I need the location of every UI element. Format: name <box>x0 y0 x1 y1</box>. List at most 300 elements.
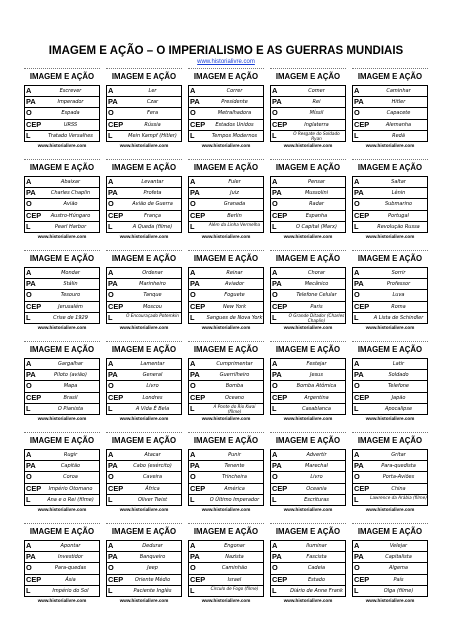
row-value: Pensar <box>308 179 325 185</box>
row-key: CEP <box>190 483 206 493</box>
row-key: L <box>108 403 113 413</box>
row-value: Paris <box>310 303 323 310</box>
row-value: Inglaterra <box>304 121 329 128</box>
row-value: Submarino <box>384 201 413 208</box>
card-row <box>107 472 181 483</box>
row-key: A <box>26 177 32 186</box>
card-row <box>271 97 345 108</box>
site-link[interactable]: www.historialivre.com <box>197 59 255 65</box>
row-value: Lawrence da Arábia (filme) <box>370 494 427 500</box>
card-row <box>25 188 99 199</box>
row-key: PA <box>108 279 118 289</box>
card-row <box>353 552 427 563</box>
card-row <box>353 120 427 131</box>
card-row <box>271 370 345 381</box>
card-title: IMAGEM E AÇÃO <box>357 163 423 172</box>
card-row <box>189 302 263 313</box>
row-key: O <box>272 199 278 209</box>
card-row <box>189 541 263 552</box>
row-value: Apontar <box>60 543 81 549</box>
row-key: O <box>354 381 360 391</box>
card-title: IMAGEM E AÇÃO <box>275 527 341 536</box>
row-value: Londres <box>142 394 163 401</box>
card-row <box>353 222 427 232</box>
row-key: CEP <box>190 210 206 220</box>
row-value: Portugal <box>388 212 409 219</box>
card-row <box>107 381 181 392</box>
row-key: CEP <box>354 483 370 493</box>
row-key: A <box>354 177 360 186</box>
row-key: CEP <box>272 301 288 311</box>
card-title: IMAGEM E AÇÃO <box>111 436 177 445</box>
card-rows <box>24 540 100 597</box>
row-key: A <box>190 86 196 95</box>
row-key: A <box>26 541 32 550</box>
row-key: O <box>272 472 278 482</box>
card-footer: www.historialivre.com <box>201 233 251 239</box>
row-key: L <box>354 494 359 504</box>
row-key: L <box>190 312 195 322</box>
row-value: Reinar <box>226 270 243 276</box>
game-card <box>352 432 428 515</box>
row-value: Granada <box>223 201 246 208</box>
row-key: PA <box>272 552 282 562</box>
row-value: Olga (filme) <box>383 587 414 594</box>
game-card <box>24 341 100 424</box>
row-value: Míssil <box>309 110 324 117</box>
row-key: PA <box>26 97 36 107</box>
row-key: A <box>354 268 360 277</box>
card-title: IMAGEM E AÇÃO <box>111 527 177 536</box>
game-card <box>106 523 182 606</box>
row-key: PA <box>272 279 282 289</box>
card-rows <box>188 540 264 597</box>
row-key: A <box>272 541 278 550</box>
row-value: Caminhão <box>221 565 248 572</box>
row-key: O <box>26 472 32 482</box>
row-value: Rei <box>312 99 321 106</box>
card-footer: www.historialivre.com <box>365 597 415 603</box>
row-value: Profeta <box>143 190 162 197</box>
card-rows <box>106 267 182 324</box>
card-row <box>189 188 263 199</box>
row-value: Banqueiro <box>139 554 166 561</box>
card-title: IMAGEM E AÇÃO <box>193 163 259 172</box>
row-key: L <box>26 130 31 140</box>
card-row <box>271 563 345 574</box>
row-value: Investidor <box>58 554 83 561</box>
card-rows <box>188 358 264 415</box>
row-value: Stálin <box>63 281 78 288</box>
row-key: L <box>272 494 277 504</box>
row-value: Porta-Aviões <box>382 474 415 481</box>
card-footer: www.historialivre.com <box>365 142 415 148</box>
row-value: Círculo de Fogo (filme) <box>210 585 259 591</box>
row-key: A <box>108 541 114 550</box>
game-card <box>188 341 264 424</box>
row-key: PA <box>272 461 282 471</box>
card-footer: www.historialivre.com <box>283 597 333 603</box>
row-value: Capitão <box>60 463 81 470</box>
row-key: O <box>272 381 278 391</box>
row-key: PA <box>354 370 364 380</box>
card-row <box>107 211 181 222</box>
card-rows <box>106 449 182 506</box>
row-value: Fascista <box>306 554 327 561</box>
card-row <box>189 472 263 483</box>
row-key: CEP <box>108 483 124 493</box>
card-row <box>25 381 99 392</box>
row-key: CEP <box>108 210 124 220</box>
card-row <box>271 450 345 461</box>
card-row <box>25 120 99 131</box>
card-rows <box>352 449 428 506</box>
card-rows <box>24 358 100 415</box>
row-value: França <box>144 212 161 219</box>
row-key: A <box>354 541 360 550</box>
row-key: A <box>26 86 32 95</box>
row-value: Rússia <box>144 121 161 128</box>
row-value: Saltar <box>391 179 406 185</box>
card-rows <box>106 540 182 597</box>
row-key: CEP <box>108 392 124 402</box>
row-value: URSS <box>63 121 78 128</box>
card-row <box>25 359 99 370</box>
card-row <box>189 290 263 301</box>
row-key: A <box>272 177 278 186</box>
card-rows <box>188 267 264 324</box>
row-key: CEP <box>190 119 206 129</box>
card-row <box>353 302 427 313</box>
card-row <box>107 177 181 188</box>
row-key: O <box>26 381 32 391</box>
row-value: Tesouro <box>60 292 81 299</box>
row-value: Comer <box>308 88 325 94</box>
row-key: PA <box>190 279 200 289</box>
row-key: CEP <box>272 483 288 493</box>
row-value: Telefone Celular <box>296 292 337 299</box>
row-key: L <box>354 312 359 322</box>
card-row <box>353 268 427 279</box>
row-value: Pearl Harbor <box>54 223 87 230</box>
row-key: O <box>108 290 114 300</box>
card-rows <box>188 449 264 506</box>
card-rows <box>24 267 100 324</box>
card-row <box>25 575 99 586</box>
card-row <box>353 97 427 108</box>
card-row <box>271 188 345 199</box>
card-row <box>107 541 181 552</box>
row-key: O <box>26 563 32 573</box>
row-key: CEP <box>26 483 42 493</box>
card-rows <box>270 540 346 597</box>
card-row <box>107 461 181 472</box>
card-row <box>189 131 263 141</box>
row-key: CEP <box>26 392 42 402</box>
row-value: Livro <box>146 383 159 390</box>
row-value: Piloto (avião) <box>54 372 87 379</box>
card-row <box>353 177 427 188</box>
card-row <box>189 211 263 222</box>
card-footer: www.historialivre.com <box>37 324 87 330</box>
card-footer: www.historialivre.com <box>201 597 251 603</box>
row-value: Oliver Twist <box>137 496 168 503</box>
row-key: O <box>354 199 360 209</box>
row-key: A <box>108 450 114 459</box>
row-value: Aviador <box>224 281 245 288</box>
row-value: O Capital (Marx) <box>296 223 337 230</box>
game-card <box>270 250 346 333</box>
row-value: Cumprimentar <box>216 361 253 367</box>
card-row <box>271 222 345 232</box>
row-value: Austro-Húngaro <box>50 212 91 219</box>
card-row <box>25 97 99 108</box>
card-title: IMAGEM E AÇÃO <box>193 345 259 354</box>
card-row <box>107 120 181 131</box>
row-value: Oceania <box>306 485 327 492</box>
row-key: CEP <box>26 301 42 311</box>
row-key: O <box>190 108 196 118</box>
card-footer: www.historialivre.com <box>283 233 333 239</box>
game-card <box>352 250 428 333</box>
row-key: CEP <box>190 574 206 584</box>
card-row <box>189 108 263 119</box>
row-key: CEP <box>272 119 288 129</box>
card-row <box>107 86 181 97</box>
row-key: A <box>190 359 196 368</box>
card-title: IMAGEM E AÇÃO <box>357 72 423 81</box>
row-key: A <box>190 450 196 459</box>
row-key: L <box>26 403 31 413</box>
row-key: A <box>272 359 278 368</box>
card-row <box>189 199 263 210</box>
card-row <box>189 563 263 574</box>
card-row <box>107 552 181 563</box>
row-key: L <box>108 494 113 504</box>
row-value: Paciente Inglês <box>133 587 172 594</box>
card-row <box>189 359 263 370</box>
card-row <box>25 199 99 210</box>
row-key: O <box>190 472 196 482</box>
row-key: O <box>272 290 278 300</box>
card-footer: www.historialivre.com <box>37 415 87 421</box>
card-title: IMAGEM E AÇÃO <box>29 345 95 354</box>
card-footer: www.historialivre.com <box>37 597 87 603</box>
row-value: Israel <box>227 576 242 583</box>
card-row <box>25 268 99 279</box>
card-row <box>25 495 99 505</box>
card-row <box>189 370 263 381</box>
row-value: Mein Kampf (Hitler) <box>128 132 177 139</box>
row-key: L <box>26 221 31 231</box>
row-value: Crise de 1929 <box>53 314 88 321</box>
row-key: PA <box>26 279 36 289</box>
row-key: L <box>354 585 359 595</box>
row-key: CEP <box>190 301 206 311</box>
card-footer: www.historialivre.com <box>37 142 87 148</box>
page-title: IMAGEM E AÇÃO – O IMPERIALISMO E AS GUERRAS MUNDIAIS <box>48 45 404 57</box>
row-value: Metralhadora <box>217 110 252 117</box>
row-key: A <box>190 541 196 550</box>
card-row <box>25 484 99 495</box>
game-card <box>188 250 264 333</box>
row-key: O <box>26 199 32 209</box>
card-footer: www.historialivre.com <box>283 506 333 512</box>
row-value: Juiz <box>230 190 239 197</box>
row-value: Advertir <box>306 452 327 458</box>
card-row <box>189 222 263 232</box>
card-row <box>189 313 263 323</box>
row-value: Redã <box>392 132 405 139</box>
row-key: A <box>354 450 360 459</box>
game-card <box>106 68 182 151</box>
row-key: O <box>190 563 196 573</box>
row-value: Para-quedas <box>54 565 87 572</box>
card-rows <box>270 85 346 142</box>
row-value: Trincheira <box>222 474 247 481</box>
card-row <box>107 131 181 141</box>
card-row <box>271 472 345 483</box>
card-row <box>189 495 263 505</box>
card-footer: www.historialivre.com <box>283 142 333 148</box>
row-key: CEP <box>26 119 42 129</box>
row-value: Mecânico <box>304 281 329 288</box>
row-key: PA <box>354 279 364 289</box>
card-row <box>25 222 99 232</box>
row-value: Caminhar <box>386 88 411 94</box>
card-row <box>107 484 181 495</box>
card-row <box>353 461 427 472</box>
row-value: Algema <box>389 565 408 572</box>
card-row <box>353 484 427 495</box>
row-value: Império Otomano <box>48 485 93 492</box>
card-title: IMAGEM E AÇÃO <box>275 345 341 354</box>
game-card <box>352 159 428 242</box>
row-value: Escrever <box>59 88 82 94</box>
card-row <box>353 404 427 414</box>
card-row <box>107 290 181 301</box>
row-value: Fera <box>146 110 159 117</box>
row-value: Atacar <box>144 452 161 458</box>
row-key: O <box>354 290 360 300</box>
card-rows <box>270 449 346 506</box>
card-row <box>189 97 263 108</box>
row-key: CEP <box>26 210 42 220</box>
card-row <box>353 472 427 483</box>
row-value: País <box>393 576 404 583</box>
card-row <box>189 552 263 563</box>
row-value: New York <box>222 303 246 310</box>
card-title: IMAGEM E AÇÃO <box>193 527 259 536</box>
card-footer: www.historialivre.com <box>365 233 415 239</box>
row-value: Ásia <box>65 576 76 583</box>
row-key: A <box>272 268 278 277</box>
card-row <box>189 404 263 414</box>
row-value: O Pianista <box>57 405 84 412</box>
row-value: Jerusalém <box>58 303 83 310</box>
card-row <box>353 199 427 210</box>
card-row <box>271 575 345 586</box>
game-card <box>188 432 264 515</box>
row-key: A <box>108 268 114 277</box>
row-value: Gargalhar <box>58 361 83 367</box>
row-key: A <box>272 450 278 459</box>
game-card <box>24 159 100 242</box>
row-key: O <box>108 108 114 118</box>
card-rows <box>270 358 346 415</box>
card-rows <box>352 85 428 142</box>
row-key: L <box>272 221 277 231</box>
card-row <box>107 450 181 461</box>
card-row <box>353 188 427 199</box>
card-footer: www.historialivre.com <box>119 142 169 148</box>
row-key: PA <box>354 188 364 198</box>
row-key: A <box>26 359 32 368</box>
row-value: Tenente <box>224 463 245 470</box>
row-value: A Ponte do Rio Kwai (filme) <box>213 403 256 414</box>
card-row <box>107 199 181 210</box>
game-card <box>106 341 182 424</box>
card-rows <box>106 85 182 142</box>
card-footer: www.historialivre.com <box>365 506 415 512</box>
row-value: Jesus <box>310 372 323 379</box>
row-key: PA <box>354 461 364 471</box>
row-value: Apocalipse <box>384 405 413 412</box>
card-row <box>271 268 345 279</box>
card-row <box>25 370 99 381</box>
game-card <box>270 159 346 242</box>
game-card <box>24 523 100 606</box>
row-value: Estados Unidos <box>215 121 254 128</box>
game-card <box>270 341 346 424</box>
card-title: IMAGEM E AÇÃO <box>111 72 177 81</box>
card-row <box>353 313 427 323</box>
game-card <box>24 432 100 515</box>
row-key: CEP <box>354 210 370 220</box>
card-row <box>189 575 263 586</box>
card-footer: www.historialivre.com <box>37 233 87 239</box>
row-key: A <box>26 450 32 459</box>
row-value: Espanha <box>305 212 328 219</box>
row-value: O Grande Ditador (Charles Chaplin) <box>288 312 345 323</box>
row-value: Dedurar <box>142 543 163 549</box>
card-row <box>353 211 427 222</box>
row-key: O <box>26 290 32 300</box>
card-row <box>271 359 345 370</box>
card-rows <box>188 176 264 233</box>
row-key: A <box>272 86 278 95</box>
game-card <box>270 523 346 606</box>
card-rows <box>106 176 182 233</box>
row-key: PA <box>272 188 282 198</box>
row-value: Ana e o Rei (filme) <box>47 496 94 503</box>
card-row <box>271 131 345 141</box>
row-key: A <box>354 359 360 368</box>
card-row <box>189 279 263 290</box>
row-key: L <box>108 130 113 140</box>
card-row <box>107 302 181 313</box>
game-card <box>188 68 264 151</box>
row-key: PA <box>26 188 36 198</box>
row-value: Mussolini <box>304 190 329 197</box>
row-value: Fuler <box>228 179 241 185</box>
card-title: IMAGEM E AÇÃO <box>275 72 341 81</box>
row-key: PA <box>272 97 282 107</box>
row-value: América <box>224 485 245 492</box>
row-value: África <box>145 485 160 492</box>
card-row <box>353 495 427 505</box>
card-rows <box>352 176 428 233</box>
